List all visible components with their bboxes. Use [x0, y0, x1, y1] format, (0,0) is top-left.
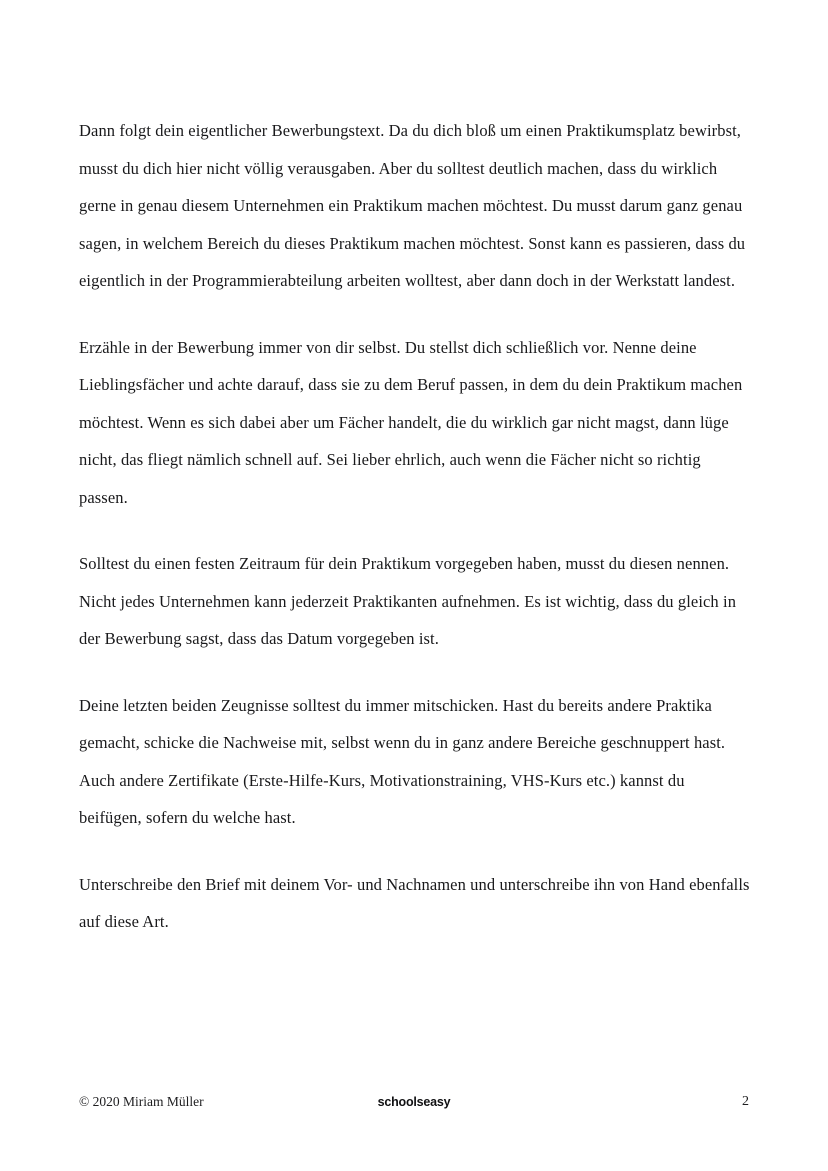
document-body [79, 112, 751, 941]
brand-wordmark: schoolseasy [377, 1095, 451, 1109]
paragraph: Dann folgt dein eigentlicher Bewerbungstext. Da du dich bloß um einen Praktikumsplatz bewirbst, musst du dich hier nicht völlig verausgaben. Aber du solltest deutlich machen, dass du wirklich gerne in genau diesem Unternehmen ein Praktikum machen möchtest. Du musst darum ganz genau sagen, in welchem Bereich du dieses Praktikum machen möchtest. Sonst kann es passieren, dass du eigentlich in der Programmierabteilung arbeiten wolltest, aber dann doch in der Werkstatt landest. [79, 121, 746, 290]
paragraph: Solltest du einen festen Zeitraum für dein Praktikum vorgegeben haben, musst du diesen nennen. Nicht jedes Unternehmen kann jederzeit Praktikanten aufnehmen. Es ist wichtig, dass du gleich in der Bewerbung sagst, dass das Datum vorgegeben ist. [79, 554, 737, 648]
page-number: 2 [742, 1094, 749, 1109]
paragraph: Unterschreibe den Brief mit deinem Vor- und Nachnamen und unterschreibe ihn von Hand ebenfalls auf diese Art. [79, 874, 750, 931]
copyright-notice: © 2020 Miriam Müller [79, 1094, 204, 1109]
paragraph: Erzähle in der Bewerbung immer von dir selbst. Du stellst dich schließlich vor. Nenne deine Lieblingsfächer und achte darauf, dass sie zu dem Beruf passen, in dem du dein Praktikum machen möchtest. Wenn es sich dabei aber um Fächer handelt, die du wirklich gar nicht magst, dann lüge nicht, das fliegt nämlich schnell auf. Sei lieber ehrlich, auch wenn die Fächer nicht so richtig passen. [79, 337, 743, 507]
paragraph: Deine letzten beiden Zeugnisse solltest du immer mitschicken. Hast du bereits andere Praktika gemacht, schicke die Nachweise mit, selbst wenn du in ganz andere Bereiche geschnuppert hast. Auch andere Zertifikate (Erste-Hilfe-Kurs, Motivationstraining, VHS-Kurs etc.) kannst du beifügen, sofern du welche hast. [79, 695, 726, 827]
page-footer [79, 1094, 749, 1114]
